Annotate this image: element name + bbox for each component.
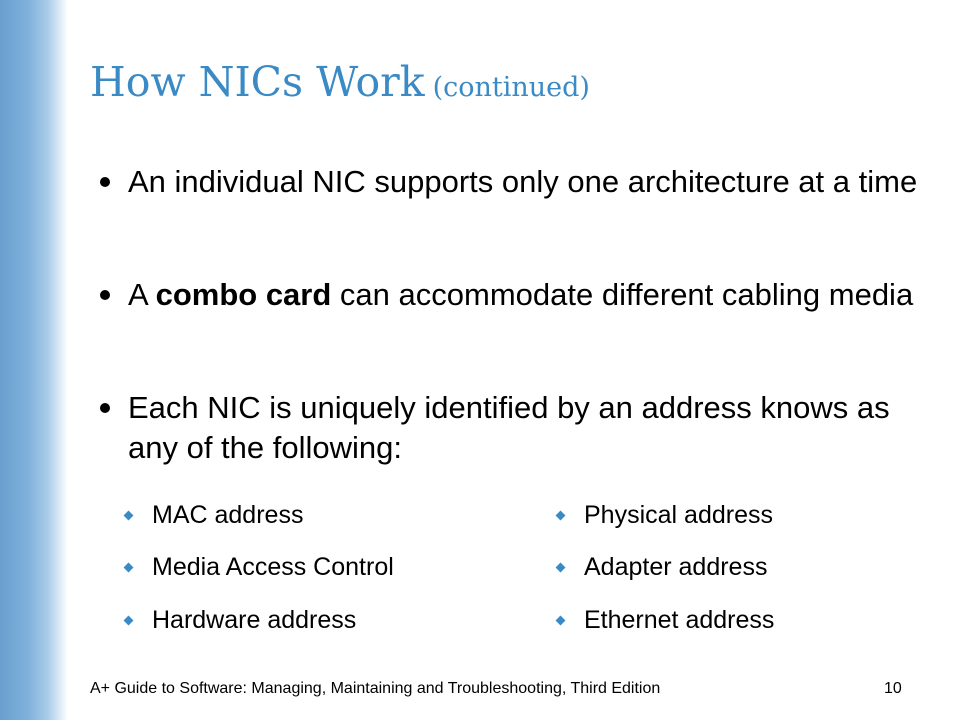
diamond-bullet-icon [124, 563, 134, 573]
sub-item-text: Media Access Control [152, 553, 394, 581]
title-main: How NICs Work [90, 58, 425, 106]
sub-item-text: Adapter address [584, 553, 768, 581]
bullet-dot-icon [100, 290, 110, 300]
page-number: 10 [884, 680, 902, 697]
slide-title [90, 58, 590, 106]
title-sub: (continued) [432, 72, 590, 103]
sub-item-text: Ethernet address [584, 606, 775, 634]
bullet-text: An individual NIC supports only one architecture at a time [128, 164, 918, 199]
footer-text: A+ Guide to Software: Managing, Maintaining and Troubleshooting, Third Edition [90, 680, 661, 697]
diamond-bullet-icon [124, 616, 134, 626]
bullet-dot-icon [100, 403, 110, 413]
left-gradient-bar [0, 0, 68, 720]
sub-item-text: Physical address [584, 501, 773, 529]
bullet-text [128, 275, 918, 315]
diamond-bullet-icon [556, 511, 566, 521]
diamond-bullet-icon [124, 511, 134, 521]
bullet-text: Each NIC is uniquely identified by an address knows as any of the following: [128, 390, 890, 465]
bullet-text-part: A [128, 277, 156, 312]
diamond-bullet-icon [556, 616, 566, 626]
sub-item-text: MAC address [152, 501, 304, 529]
diamond-bullet-icon [556, 563, 566, 573]
bullet-text-part: can accommodate different cabling media [331, 277, 914, 312]
bold-term: combo card [155, 277, 332, 312]
bullet-dot-icon [100, 177, 110, 187]
sub-item-text: Hardware address [152, 606, 357, 634]
